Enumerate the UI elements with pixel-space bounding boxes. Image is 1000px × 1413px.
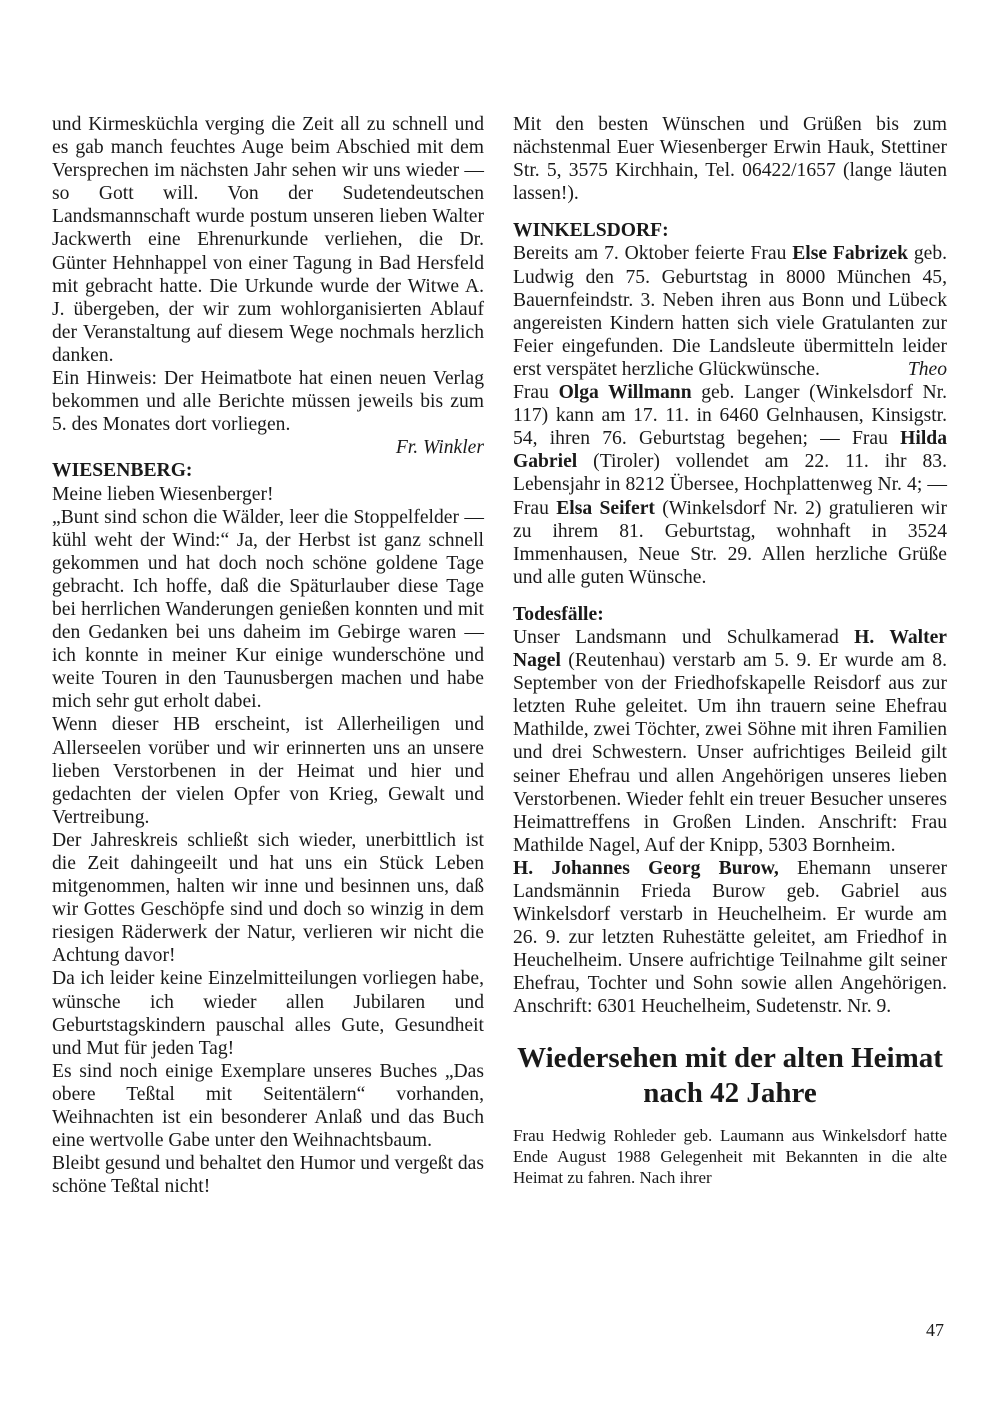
- paragraph: „Bunt sind schon die Wälder, leer die Stoppelfelder — kühl weht der Wind:“ Ja, der Herbst ist ganz schnell gekommen und hat doch noch schöne goldene Tage gebracht. Ich hoffe, daß die Späturlauber diese Tage bei herrlichen Wanderungen genießen konnten und mit den Gedanken bei uns daheim im Gebirge waren — ich konnte in meiner Kur einige wunderschöne und weite Touren in den Taunusbergen machen und habe mich sehr gut erholt dabei.: [52, 506, 484, 713]
- paragraph: Der Jahreskreis schließt sich wieder, unerbittlich ist die Zeit dahingeeilt und hat uns ein Stück Leben mitgenommen, halten wir inne und besinnen uns, daß wir Gottes Geschöpfe sind und doch so winzig in dem riesigen Räderwerk der Natur, verlieren wir nicht die Achtung davor!: [52, 829, 484, 967]
- person-name: Else Fabrizek: [792, 243, 908, 265]
- paragraph: Wenn dieser HB erscheint, ist Allerheiligen und Allerseelen vorüber und wir erinnerten uns an unsere lieben Verstorbenen in der Heimat und hier und gedachten der vielen Opfer von Krieg, Gewalt und Vertreibung.: [52, 714, 484, 828]
- paragraph: Bleibt gesund und behaltet den Humor und vergeßt das schöne Teßtal nicht!: [52, 1153, 484, 1198]
- signature: Theo: [907, 358, 947, 380]
- paragraph: Es sind noch einige Exemplare unseres Buches „Das obere Teßtal mit Seitentälern“ vorhanden, Weihnachten ist ein besonderer Anlaß und das Buch eine wertvolle Gabe unter den Weihnachtsbaum.: [52, 1060, 484, 1152]
- paragraph: Mit den besten Wünschen und Grüßen bis zum nächstenmal Euer Wiesenberger Erwin Hauk, Stettiner Str. 5, 3575 Kirchhain, Tel. 06422/1657 (lange läuten lassen!).: [513, 114, 947, 205]
- paragraph: Bereits am 7. Oktober feierte Frau Else Fabrizek geb. Ludwig den 75. Geburtstag in 8000 München 45, Bauernfeindstr. 3. Neben ihren aus Bonn und Lübeck angereisten Kindern hatten sich viele Gratulanten zur Feier eingefunden. Die Landsleute übermitteln leider erst verspätet herzliche Glückwünsche. Theo: [513, 243, 948, 380]
- person-name: Hilda Gabriel: [513, 428, 947, 473]
- right-column: [513, 113, 947, 1188]
- paragraph: H. Johannes Georg Burow, Ehemann unserer Landsmännin Frieda Burow geb. Gabriel aus Winkelsdorf verstarb in Heuchelheim. Er wurde am 26. 9. zur letzten Ruhestätte geleitet, am Friedhof in Heuchelheim. Unsere aufrichtige Teilnahme gilt seiner Ehefrau, Tochter und Sohn sowie allen Angehörigen. Anschrift: 6301 Heuchelheim, Sudetenstr. Nr. 9.: [513, 857, 948, 1018]
- section-heading-winkelsdorf: WINKELSDORF:: [513, 220, 669, 242]
- section-heading-todesfaelle: Todesfälle:: [513, 603, 604, 625]
- paragraph: Unser Landsmann und Schulkamerad H. Walter Nagel (Reutenhau) verstarb am 5. 9. Er wurde am 8. September von der Friedhofskapelle Reisdorf aus zur letzten Ruhe geleitet. Um ihn trauern seine Ehefrau Mathilde, zwei Töchter, zwei Söhne mit ihren Familien und drei Schwestern. Unser aufrichtiges Beileid gilt seiner Ehefrau und allen Angehörigen unseres lieben Verstorbenen. Wieder fehlt ein treuer Besucher unseres Heimattreffens in Großen Linden. Anschrift: Frau Mathilde Nagel, Auf der Knipp, 5303 Bornheim.: [513, 626, 947, 856]
- page-number: 47: [926, 1320, 944, 1340]
- paragraph: Ein Hinweis: Der Heimatbote hat einen neuen Verlag bekommen und alle Berichte müssen jeweils bis zum 5. des Monates dort vorliegen.: [52, 368, 484, 436]
- person-name: H. Walter Nagel: [513, 626, 947, 672]
- person-name: Elsa Seifert: [556, 497, 655, 519]
- paragraph: und Kirmesküchla verging die Zeit all zu schnell und es gab manch feuchtes Auge beim Abschied mit dem Versprechen im nächsten Jahr sehen wir uns wieder — so Gott will. Von der Sudetendeutschen Landsmannschaft wurde postum unseren lieben Walter Jackwerth eine Ehrenurkunde verliehen, die Dr. Günter Hehnhappel von einer Tagung in Bad Hersfeld mit gebracht hatte. Die Urkunde wurde der Witwe A. J. übergeben, der wir zum wohlorganisierten Ablauf der Veranstaltung auf diesem Wege nochmals herzlich danken.: [52, 114, 484, 366]
- paragraph: Frau Olga Willmann geb. Langer (Winkelsdorf Nr. 117) kann am 17. 11. in 6460 Gelnhausen, Kinsigstr. 54, ihren 76. Geburtstag begehen; — Frau Hilda Gabriel (Tiroler) vollendet am 22. 11. ihr 83. Lebensjahr in 8212 Übersee, Hochplattenweg Nr. 4; — Frau Elsa Seifert (Winkelsdorf Nr. 2) gratulieren wir zu ihrem 81. Geburtstag, wohnhaft in 3524 Immenhausen, Neue Str. 29. Allen herzliche Grüße und alle guten Wünsche.: [513, 382, 947, 588]
- person-name: H. Johannes Georg Burow,: [513, 857, 779, 879]
- paragraph: Meine lieben Wiesenberger!: [52, 483, 274, 505]
- signature: Fr. Winkler: [395, 437, 484, 459]
- article-paragraph: Frau Hedwig Rohleder geb. Laumann aus Winkelsdorf hatte Ende August 1988 Gelegenheit mit Bekannten in die alte Heimat zu fahren. Nach ihrer: [513, 1125, 947, 1187]
- section-heading-wiesenberg: WIESENBERG:: [52, 460, 193, 482]
- article-title: Wiedersehen mit der alten Heimat nach 42 Jahre: [517, 1041, 943, 1109]
- paragraph: Da ich leider keine Einzelmitteilungen vorliegen habe, wünsche ich wieder allen Jubilaren und Geburtstagskindern pauschal alles Gute, Gesundheit und Mut für jeden Tag!: [52, 968, 484, 1059]
- person-name: Olga Willmann: [558, 382, 692, 404]
- left-column: [52, 113, 484, 1198]
